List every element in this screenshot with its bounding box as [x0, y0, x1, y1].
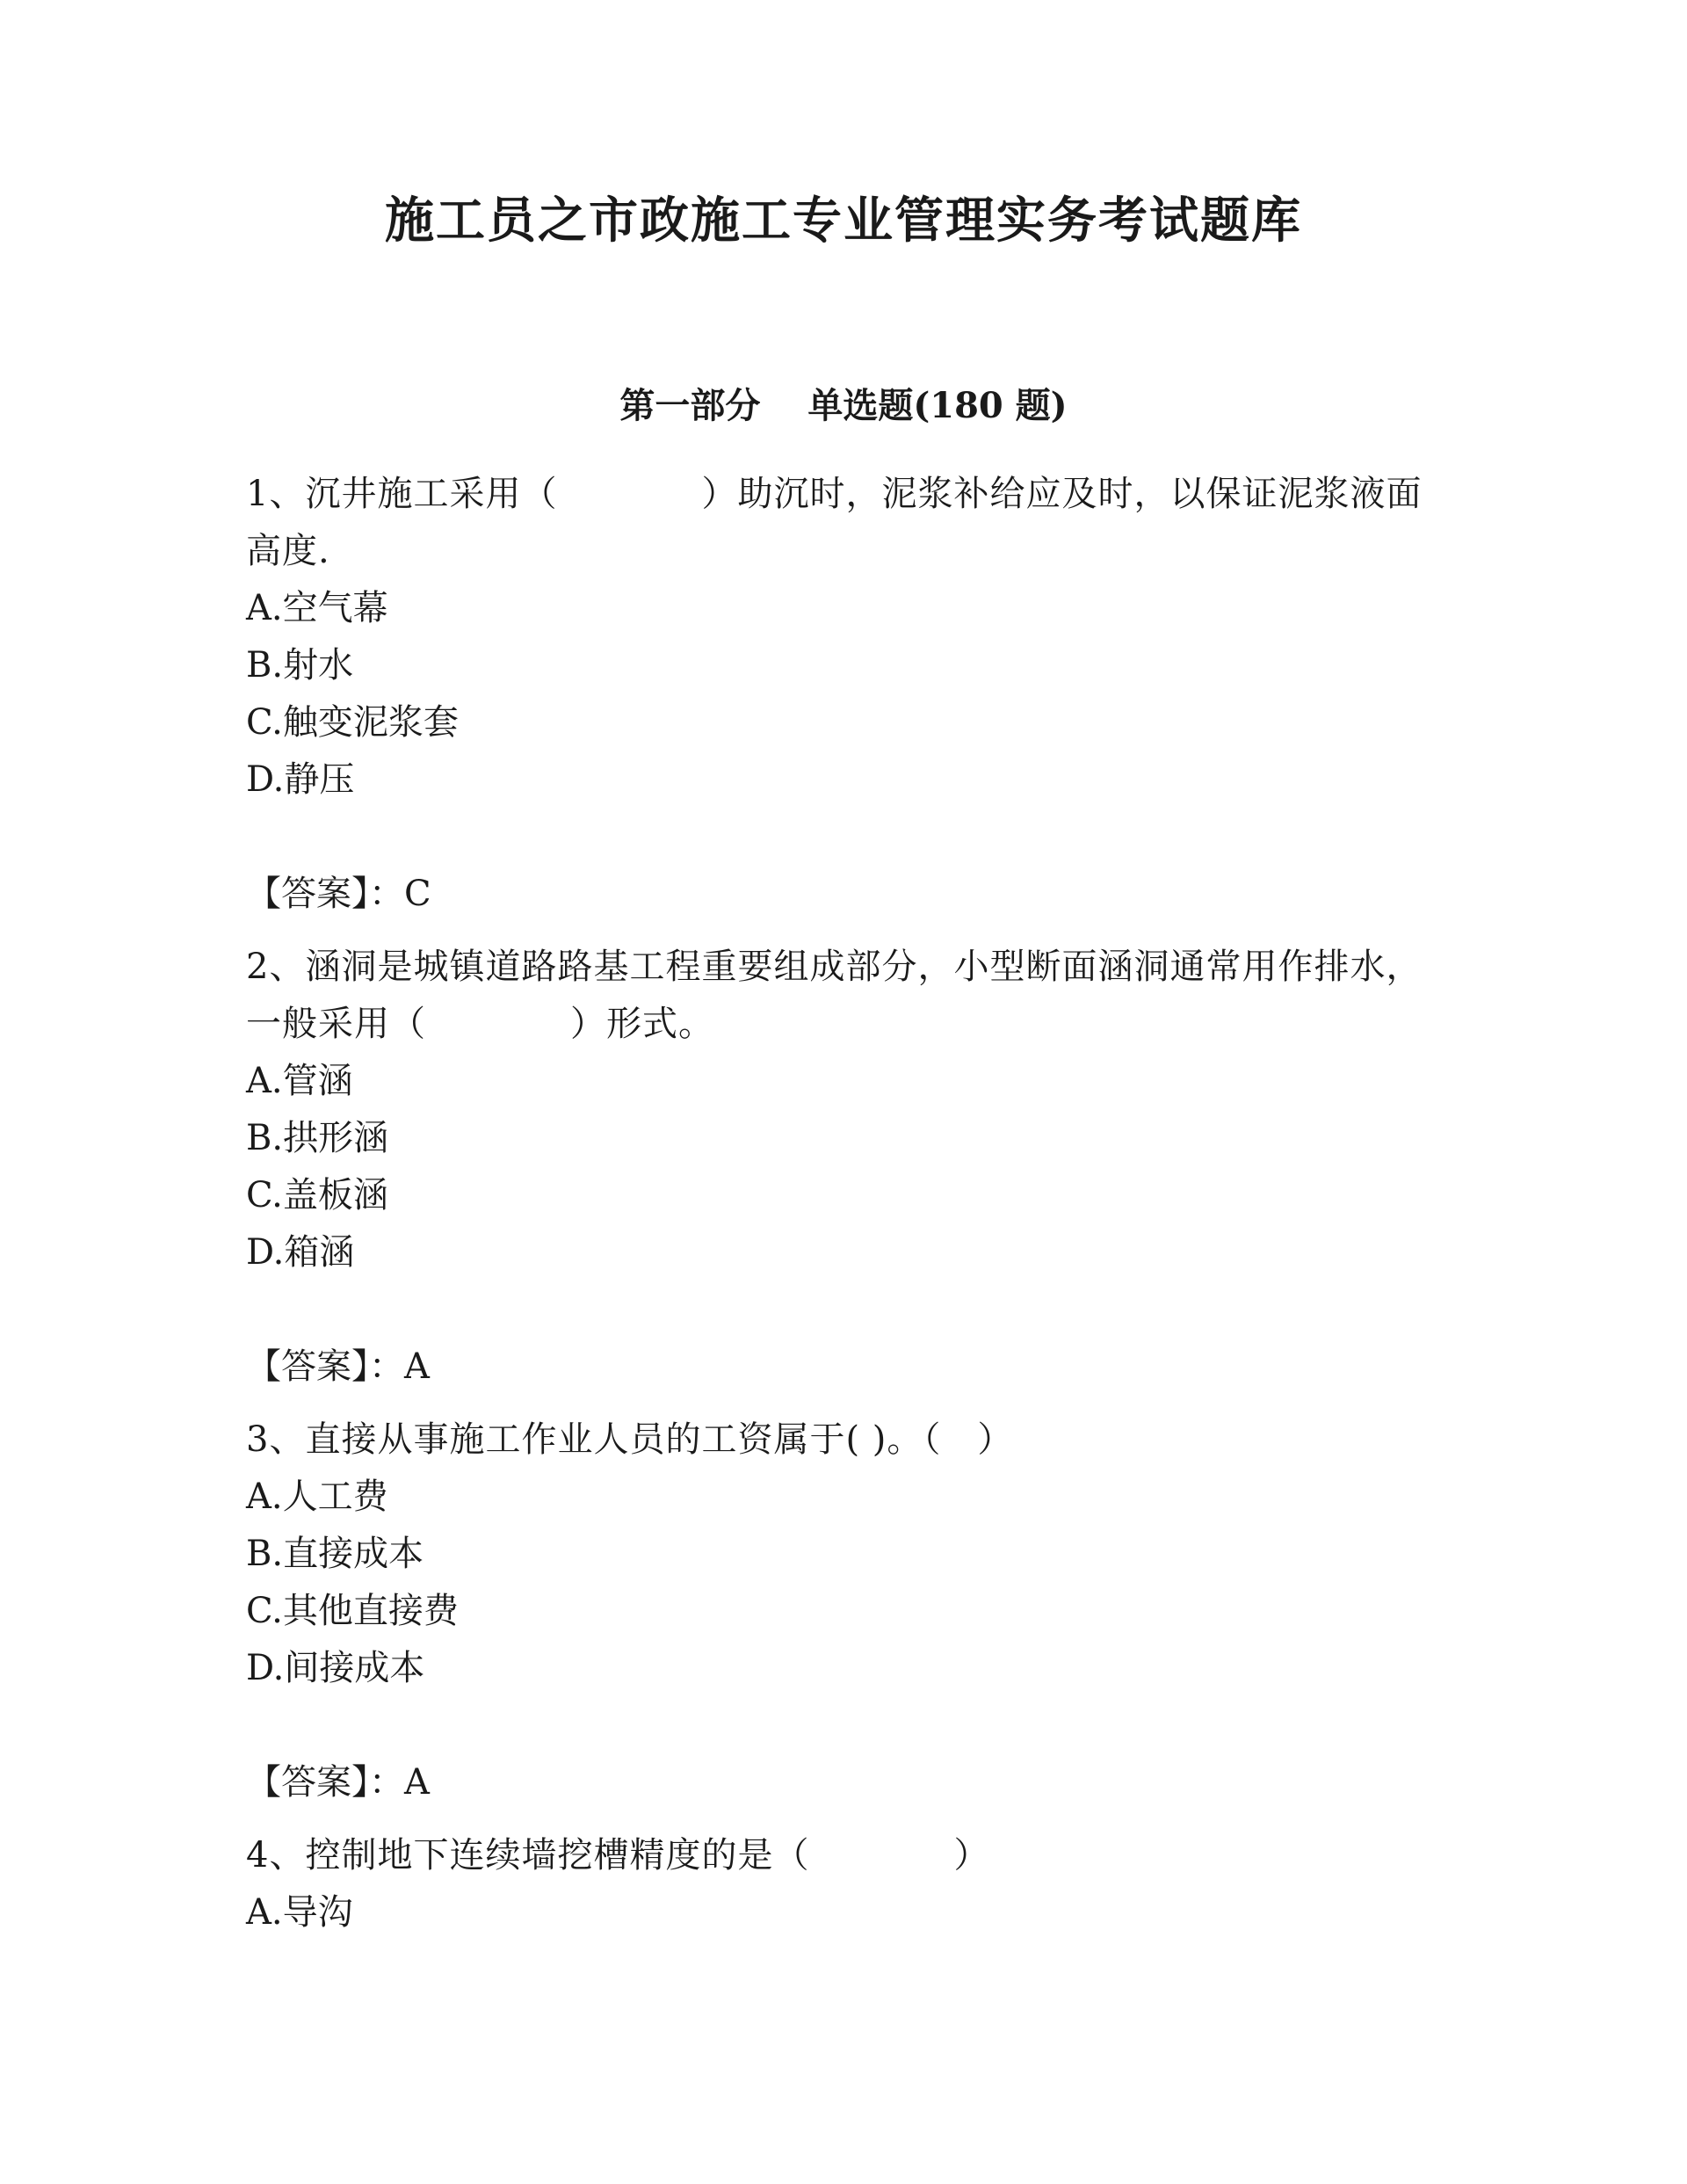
answer-label: 【答案】： — [246, 1346, 404, 1387]
option-c: C.触变泥浆套 — [246, 702, 459, 743]
section-title: 第一部分 单选题(180 题) — [619, 385, 1068, 426]
option-a: A.空气幕 — [246, 588, 388, 628]
question-stem: 2、涵洞是城镇道路路基工程重要组成部分，小型断面涵洞通常用作排水，一般采用（ ）形式。 — [246, 947, 1423, 1044]
answer-line — [246, 1339, 1428, 1396]
question-item — [246, 1827, 1428, 1941]
answer-line — [246, 1754, 1428, 1811]
question-stem: 1、沉井施工采用（ ）助沉时，泥浆补给应及时，以保证泥浆液面高度. — [246, 474, 1423, 571]
option-b: B.拱形涵 — [246, 1118, 389, 1158]
option-d: D.静压 — [246, 759, 355, 800]
option-d: D.间接成本 — [246, 1648, 425, 1688]
question-list — [246, 466, 1428, 1941]
option-c: C.盖板涵 — [246, 1175, 388, 1215]
option-d: D.箱涵 — [246, 1232, 355, 1273]
option-c: C.其他直接费 — [246, 1591, 459, 1631]
option-a: A.人工费 — [246, 1477, 388, 1517]
option-b: B.直接成本 — [246, 1534, 424, 1574]
option-a: A.导沟 — [246, 1892, 353, 1933]
answer-label: 【答案】： — [246, 874, 404, 914]
answer-value: A — [404, 1346, 430, 1387]
question-item — [246, 939, 1428, 1396]
document-title: 施工员之市政施工专业管理实务考试题库 — [385, 192, 1302, 250]
question-item — [246, 466, 1428, 923]
option-b: B.射水 — [246, 645, 354, 686]
question-stem: 3、直接从事施工作业人员的工资属于( )。（ ） — [246, 1419, 1014, 1460]
question-stem: 4、控制地下连续墙挖槽精度的是（ ） — [246, 1835, 990, 1876]
option-a: A.管涵 — [246, 1061, 353, 1101]
answer-label: 【答案】： — [246, 1762, 404, 1803]
answer-line — [246, 866, 1428, 923]
answer-value: A — [404, 1762, 430, 1803]
question-item — [246, 1411, 1428, 1811]
answer-value: C — [404, 874, 431, 914]
